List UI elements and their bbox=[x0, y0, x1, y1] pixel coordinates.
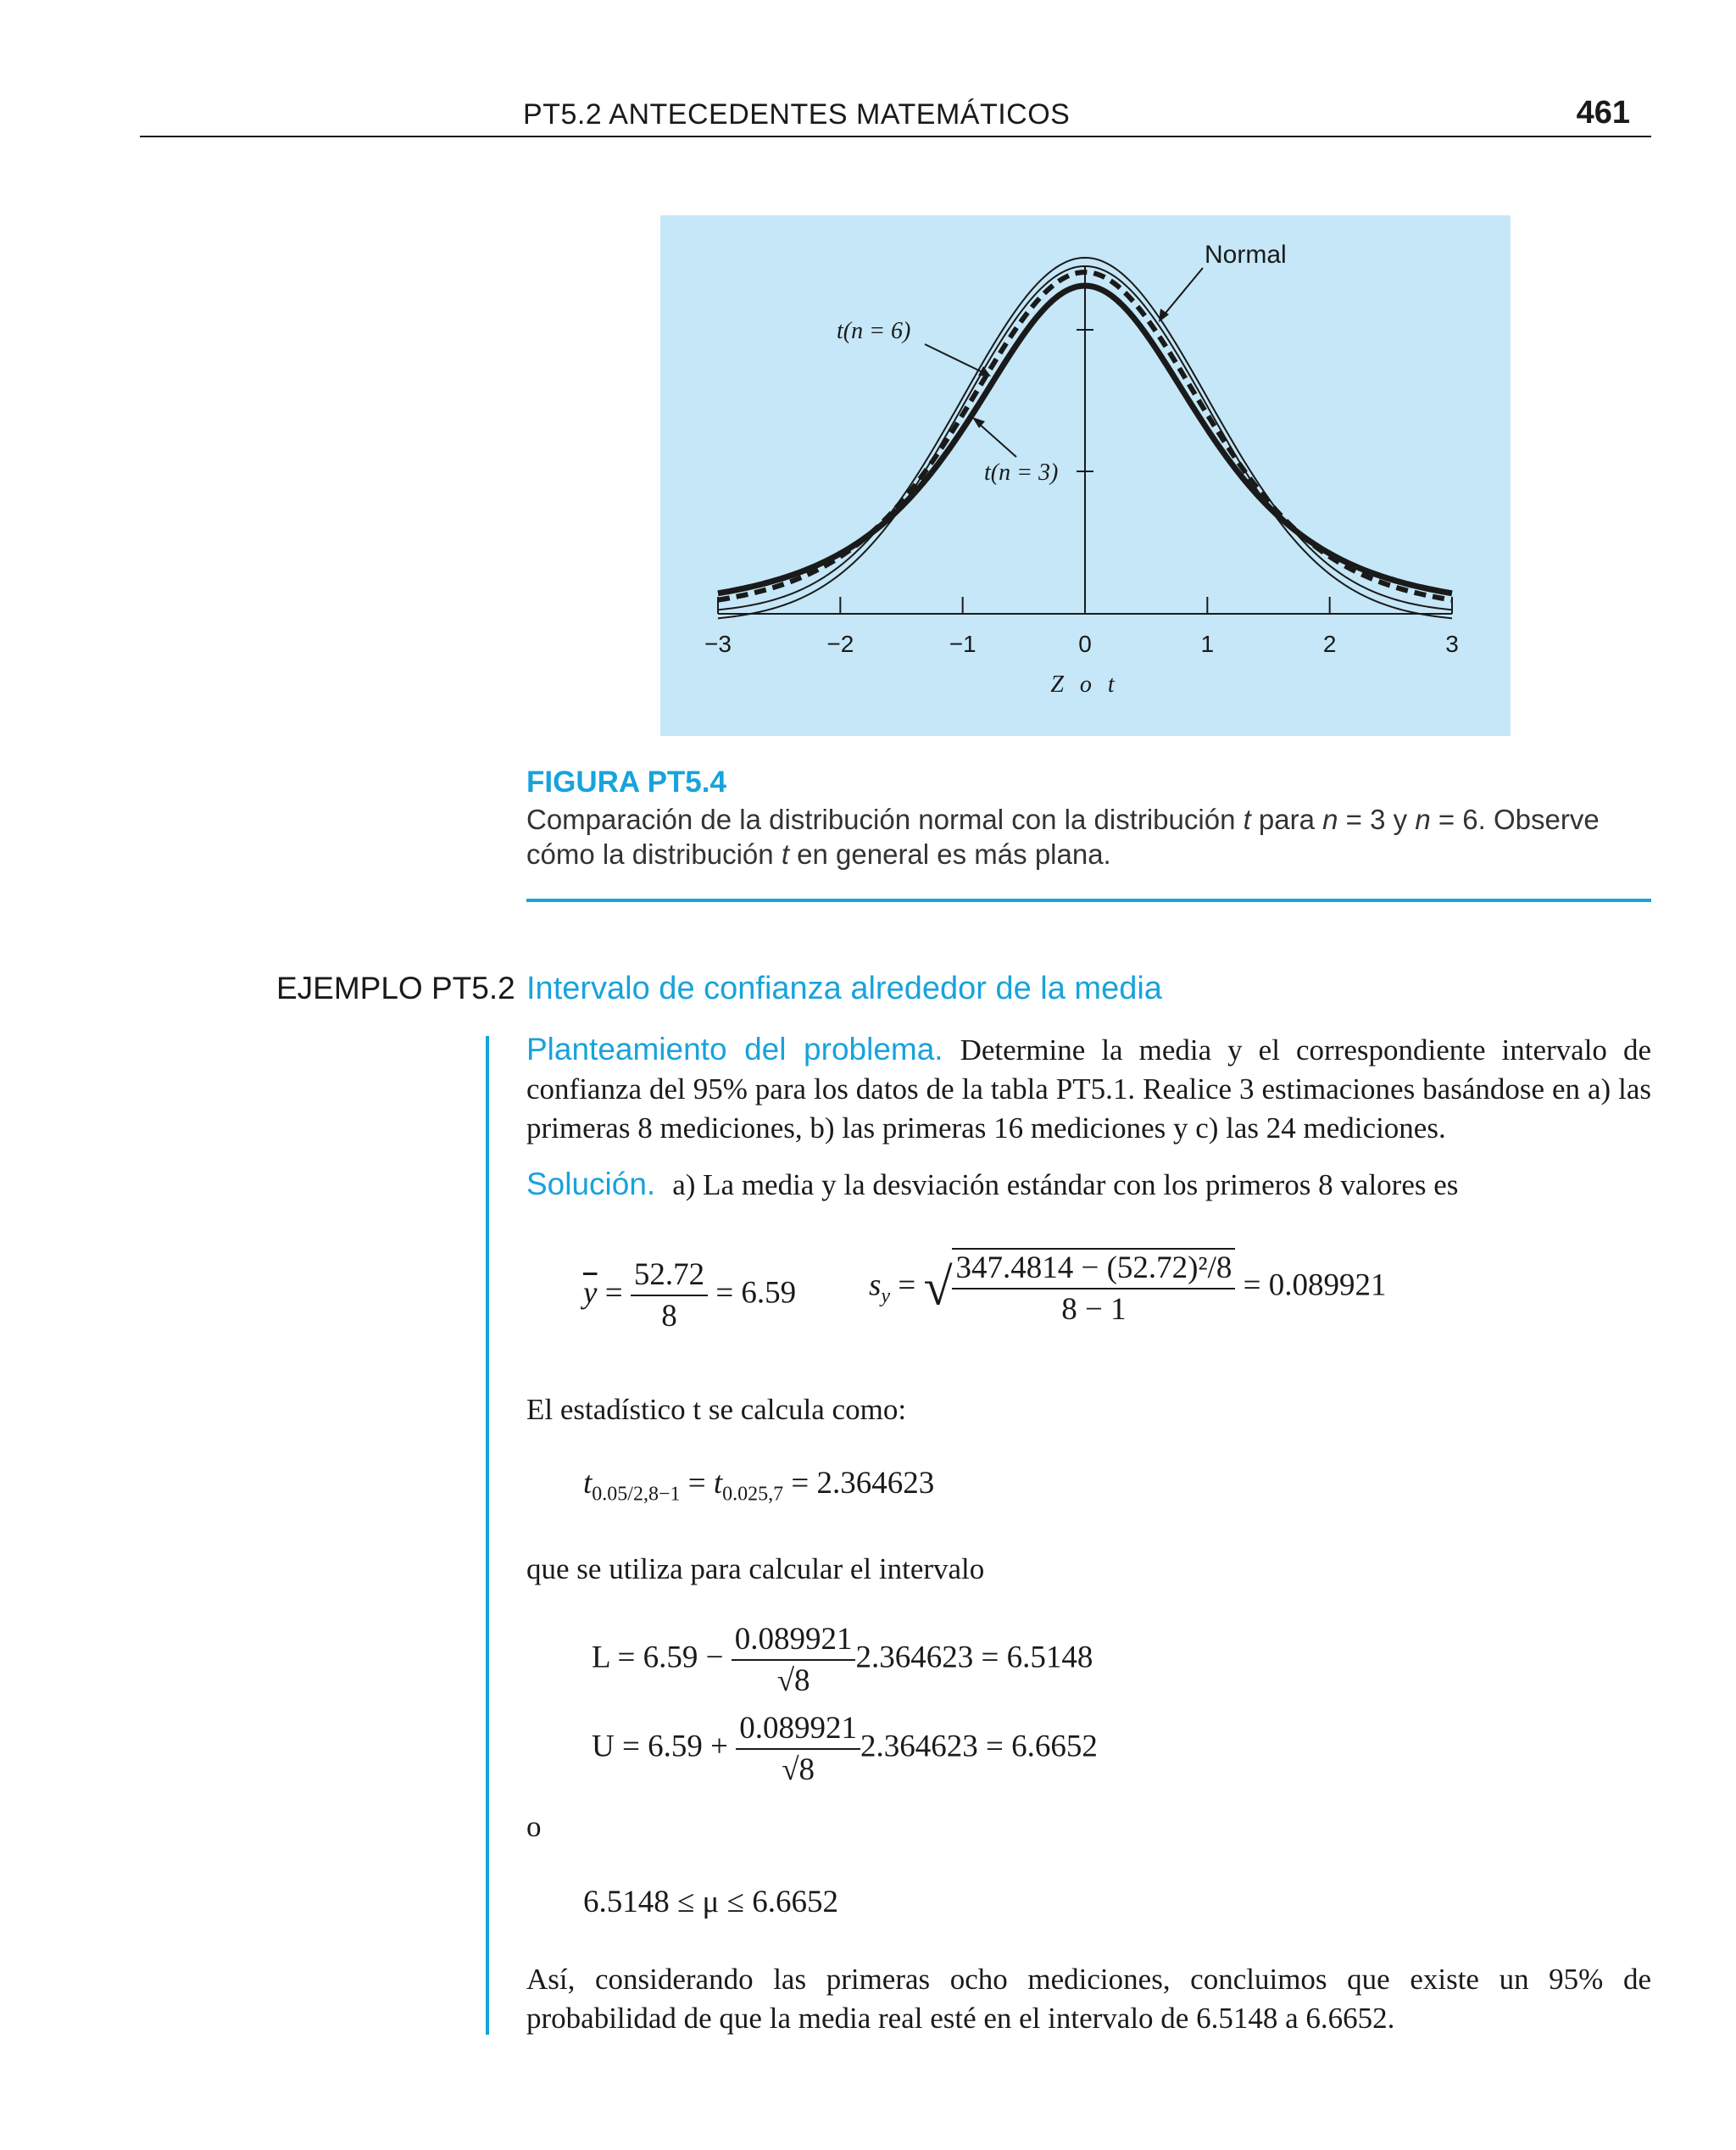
confidence-interval: 6.5148 ≤ μ ≤ 6.6652 bbox=[583, 1885, 838, 1919]
example-label: EJEMPLO PT5.2 bbox=[276, 971, 515, 1005]
t-intro: El estadístico t se calcula como: bbox=[526, 1393, 907, 1426]
leader-t6 bbox=[925, 344, 982, 372]
x-axis-label: Z o t bbox=[1050, 671, 1120, 698]
solution-intro bbox=[526, 1165, 1651, 1205]
conclusion: Así, considerando las primeras ocho mediciones, concluimos que existe un 95% de probabilidad de que la media real esté en el intervalo de 6.5148 a 6.6652. bbox=[526, 1963, 1651, 2035]
x-tick-label: −1 bbox=[949, 631, 976, 657]
problem-text: Determine la media y el correspondiente intervalo de confianza del 95% para los datos de la tabla PT5.1. Realice 3 estimaciones basándose en a) las primeras 8 mediciones, b) las primeras 16 mediciones y c) las 24 mediciones. bbox=[526, 1033, 1651, 1145]
section-divider bbox=[526, 899, 1651, 902]
figure-pt5-4 bbox=[660, 215, 1511, 736]
upper-bound-equation: U = 6.59 + $\frac{0.089921}{√8}$ 2.364623 = 6.6652 bbox=[592, 1711, 1098, 1787]
interval-intro: que se utiliza para calcular el intervalo bbox=[526, 1552, 985, 1585]
label-t3: t(n = 3) bbox=[984, 460, 1059, 486]
x-tick-label: −2 bbox=[826, 631, 854, 657]
x-tick-label: 0 bbox=[1078, 631, 1092, 657]
leader-t3 bbox=[978, 423, 1016, 457]
distribution-chart bbox=[660, 215, 1511, 736]
or-word: o bbox=[526, 1810, 542, 1843]
lower-bound-equation: L = 6.59 − $\frac{0.089921}{√8}$ 2.364623 = 6.5148 bbox=[592, 1622, 1093, 1698]
x-tick-label: 1 bbox=[1200, 631, 1215, 657]
header-rule bbox=[140, 136, 1651, 137]
x-tick-label: 3 bbox=[1445, 631, 1459, 657]
leader-normal bbox=[1162, 268, 1203, 317]
solution-text: a) La media y la desviación estándar con los primeros 8 valores es bbox=[672, 1168, 1459, 1201]
running-header: PT5.2 ANTECEDENTES MATEMÁTICOS bbox=[523, 98, 1071, 131]
figure-caption: Comparación de la distribución normal con la distribución t para n = 3 y n = 6. Observe cómo la distribución t en general es más plana. bbox=[526, 804, 1600, 870]
page-number: 461 bbox=[1576, 95, 1630, 131]
x-tick-label: 2 bbox=[1322, 631, 1337, 657]
example-title: Intervalo de confianza alrededor de la media bbox=[526, 971, 1162, 1006]
label-normal: Normal bbox=[1205, 241, 1287, 269]
x-tick-label: −3 bbox=[704, 631, 732, 657]
solution-lead: Solución. bbox=[526, 1167, 656, 1201]
problem-statement bbox=[526, 1030, 1651, 1148]
mean-equation: $\overline{y}$ = $\frac{52.72}{8}$ = 6.59 bbox=[583, 1257, 797, 1334]
figure-label: FIGURA PT5.4 bbox=[526, 766, 726, 799]
example-sidebar-bar bbox=[486, 1036, 489, 2035]
label-t6: t(n = 6) bbox=[837, 318, 911, 344]
sd-equation: $s_y$ = √ $\frac{\text{347.4814 − (52.72)²/8}}{8 - 1}$ = 0.089921 bbox=[869, 1248, 1386, 1328]
problem-lead: Planteamiento del problema. bbox=[526, 1032, 943, 1067]
t-statistic-equation: $t_{0.05/2,8-1} = t_{0.025,7} = 2.364623$ bbox=[583, 1466, 935, 1506]
